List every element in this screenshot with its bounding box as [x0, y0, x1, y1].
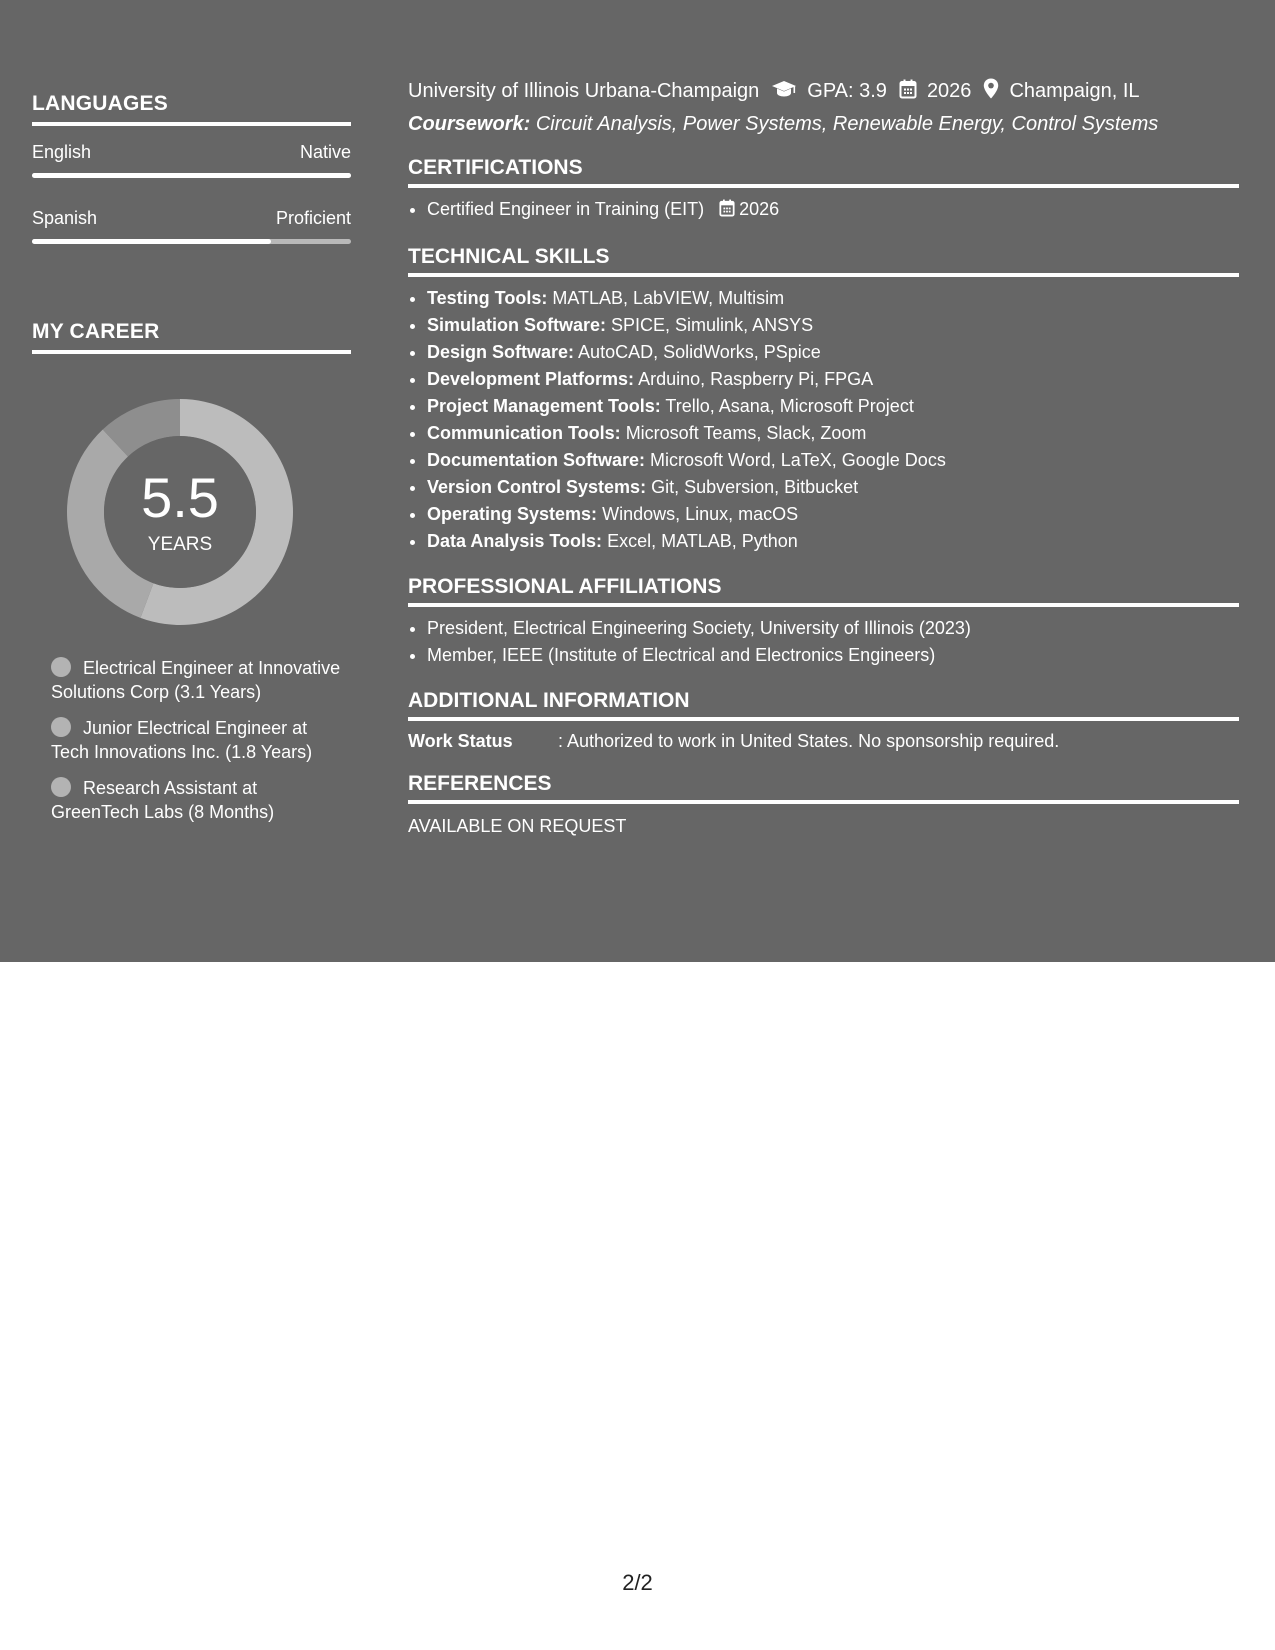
skills-section [408, 245, 1239, 555]
skill-value: AutoCAD, SolidWorks, PSpice [578, 342, 821, 362]
references-section [408, 772, 1239, 837]
skill-label: Documentation Software: [427, 450, 646, 470]
skill-label: Project Management Tools: [427, 396, 661, 416]
skill-label: Design Software: [427, 342, 575, 362]
certifications-heading: CERTIFICATIONS [408, 156, 1239, 188]
languages-heading: LANGUAGES [32, 92, 351, 126]
skill-value: Excel, MATLAB, Python [607, 531, 798, 551]
certification-date [719, 199, 779, 219]
language-level: Proficient [275, 208, 351, 228]
coursework [408, 113, 1239, 136]
skill-value: Git, Subversion, Bitbucket [651, 477, 859, 497]
skill-label: Simulation Software: [427, 315, 607, 335]
main-content [408, 78, 1239, 837]
skill-value: SPICE, Simulink, ANSYS [611, 315, 814, 335]
skill-value: Microsoft Word, LaTeX, Google Docs [650, 450, 946, 470]
skill-item [427, 312, 1239, 339]
calendar-icon [899, 79, 917, 105]
graduation-year: 2026 [926, 80, 972, 102]
certifications-section [408, 156, 1239, 225]
language-name: Spanish [32, 208, 98, 228]
graduation-cap-icon [771, 80, 797, 104]
career-total-unit: YEARS [147, 534, 213, 555]
school-name: University of Illinois Urbana-Champaign [408, 80, 760, 102]
skill-value: MATLAB, LabVIEW, Multisim [552, 288, 785, 308]
skill-item [427, 393, 1239, 420]
references-heading: REFERENCES [408, 772, 1239, 804]
skill-item [427, 501, 1239, 528]
education-line [408, 78, 1239, 105]
skill-item [427, 366, 1239, 393]
legend-dot [51, 777, 71, 797]
language-english [32, 142, 351, 178]
skills-heading: TECHNICAL SKILLS [408, 245, 1239, 277]
language-level: Native [299, 142, 351, 162]
career-item-text: Electrical Engineer at Innovative Solutions Corp (3.1 Years) [51, 658, 341, 702]
coursework-list: Circuit Analysis, Power Systems, Renewable Energy, Control Systems [535, 113, 1159, 135]
language-proficiency-fill [32, 239, 271, 244]
skill-label: Version Control Systems: [427, 477, 647, 497]
career-heading: MY CAREER [32, 320, 351, 354]
affiliation-item: • President, Electrical Engineering Society, University of Illinois (2023) [427, 615, 1239, 642]
career-item-text: Research Assistant at GreenTech Labs (8 Months) [51, 778, 275, 822]
work-status-row [408, 731, 1239, 752]
sidebar [32, 92, 351, 836]
skill-label: Development Platforms: [427, 369, 635, 389]
language-proficiency-fill [32, 173, 351, 178]
work-status-value: : Authorized to work in United States. No sponsorship required. [558, 731, 1060, 751]
career-item [51, 656, 341, 704]
skill-item [427, 285, 1239, 312]
skills-list [408, 285, 1239, 555]
certification-item [427, 196, 1239, 225]
skill-label: Operating Systems: [427, 504, 598, 524]
skill-item [427, 420, 1239, 447]
affiliations-heading: PROFESSIONAL AFFILIATIONS [408, 575, 1239, 607]
skill-label: Testing Tools: [427, 288, 548, 308]
career-item [51, 776, 341, 824]
additional-info-heading: ADDITIONAL INFORMATION [408, 689, 1239, 721]
legend-dot [51, 717, 71, 737]
skill-label: Data Analysis Tools: [427, 531, 603, 551]
location-pin-icon [983, 78, 999, 105]
career-donut-chart [66, 398, 294, 626]
calendar-icon [719, 198, 735, 225]
skill-value: Arduino, Raspberry Pi, FPGA [638, 369, 874, 389]
skill-value: Microsoft Teams, Slack, Zoom [625, 423, 867, 443]
skill-value: Trello, Asana, Microsoft Project [665, 396, 914, 416]
additional-info-section [408, 689, 1239, 752]
affiliation-item: • Member, IEEE (Institute of Electrical and Electronics Engineers) [427, 642, 1239, 669]
certifications-list [408, 196, 1239, 225]
career-total-years: 5.5 [141, 466, 219, 529]
legend-dot [51, 657, 71, 677]
language-proficiency-bar [32, 239, 351, 244]
career-legend [51, 656, 341, 824]
skill-label: Communication Tools: [427, 423, 621, 443]
coursework-label: Coursework: [408, 113, 531, 135]
location: Champaign, IL [1009, 80, 1140, 102]
career-item [51, 716, 341, 764]
skill-item [427, 474, 1239, 501]
references-text: AVAILABLE ON REQUEST [408, 816, 627, 836]
skill-item [427, 447, 1239, 474]
certification-name: Certified Engineer in Training (EIT) [427, 199, 705, 219]
career-item-text: Junior Electrical Engineer at Tech Innovations Inc. (1.8 Years) [51, 718, 313, 762]
skill-value: Windows, Linux, macOS [602, 504, 799, 524]
language-spanish [32, 208, 351, 244]
language-name: English [32, 142, 92, 162]
work-status-label: Work Status [408, 731, 513, 751]
certification-year: 2026 [739, 199, 780, 219]
skill-item [427, 339, 1239, 366]
language-proficiency-bar [32, 173, 351, 178]
page-number: 2/2 [622, 1570, 653, 1595]
gpa: GPA: 3.9 [807, 80, 887, 102]
affiliations-section [408, 575, 1239, 669]
affiliations-list [408, 615, 1239, 669]
skill-item [427, 528, 1239, 555]
